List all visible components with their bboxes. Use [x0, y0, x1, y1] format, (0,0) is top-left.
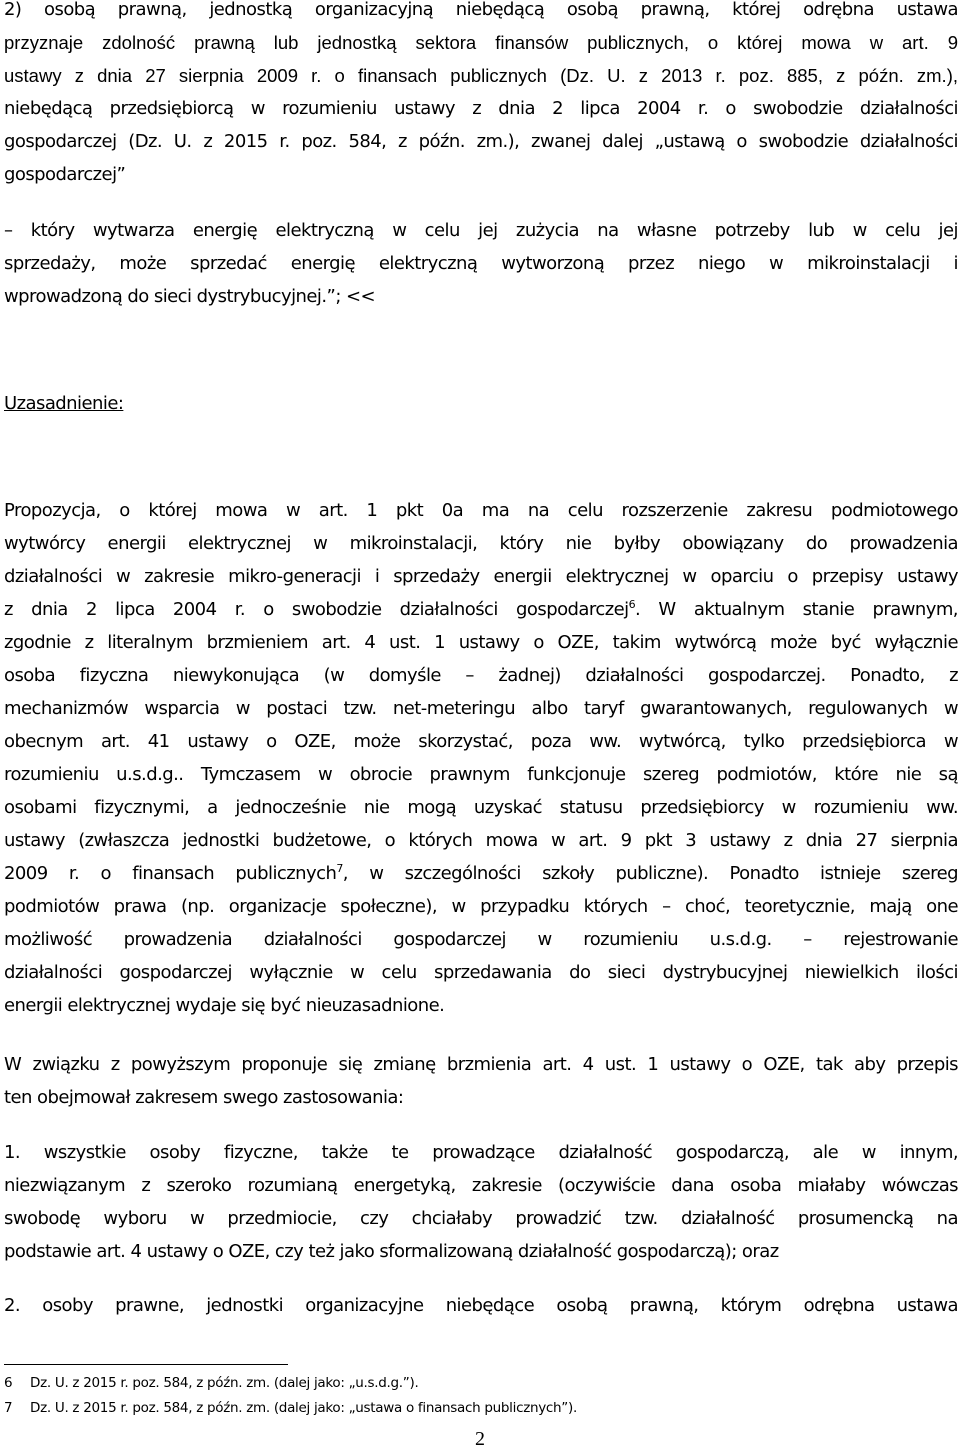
text-line: gospodarczej” — [4, 164, 126, 185]
text-line: podmiotów prawa (np. organizacje społeczne), w przypadku których – choć, teoretycznie, mają one — [4, 896, 958, 917]
footnote-text: Dz. U. z 2015 r. poz. 584, z późn. zm. (dalej jako: „ustawa o finansach publicznych”). — [30, 1400, 577, 1416]
footnote-number: 7 — [4, 1400, 13, 1416]
clause-paragraph — [4, 214, 958, 313]
text-line: działalności w zakresie mikro-generacji i sprzedaży energii elektrycznej w oparciu o przepisy ustawy — [4, 566, 958, 587]
footnote-separator — [4, 1364, 288, 1365]
text-segment: 2009 r. o finansach publicznych — [4, 863, 337, 884]
text-line: mechanizmów wsparcia w postaci tzw. net-meteringu albo taryf gwarantowanych, regulowanych w — [4, 698, 958, 719]
justification-heading-block — [4, 387, 958, 420]
justification-paragraph — [4, 494, 958, 1022]
text-line: przyznaje zdolność prawną lub jednostką sektora finansów publicznych, o której mowa w art. 9 — [4, 32, 958, 53]
text-line: osobami fizycznymi, a jednocześnie nie mogą uzyskać statusu przedsiębiorcy w rozumieniu ww. — [4, 797, 958, 818]
text-line: ten obejmował zakresem swego zastosowania: — [4, 1087, 404, 1108]
text-line: 1. wszystkie osoby fizyczne, także te prowadzące działalność gospodarczą, ale w innym, — [4, 1142, 958, 1163]
text-line: działalności gospodarczej wyłącznie w celu sprzedawania do sieci dystrybucyjnej niewielkich ilości — [4, 962, 958, 983]
text-line: W związku z powyższym proponuje się zmianę brzmienia art. 4 ust. 1 ustawy o OZE, tak aby przepis — [4, 1054, 958, 1075]
text-segment: . W aktualnym stanie prawnym, — [635, 599, 958, 620]
footnote-6 — [4, 1373, 418, 1393]
text-line: niebędącą przedsiębiorcą w rozumieniu ustawy z dnia 2 lipca 2004 r. o swobodzie działalności — [4, 98, 958, 119]
text-line: wprowadzoną do sieci dystrybucyjnej.”; << — [4, 286, 376, 307]
text-line: rozumieniu u.s.d.g.. Tymczasem w obrocie prawnym funkcjonuje szereg podmiotów, które nie są — [4, 764, 958, 785]
text-line: możliwość prowadzenia działalności gospodarczej w rozumieniu u.s.d.g. – rejestrowanie — [4, 929, 958, 950]
text-line: podstawie art. 4 ustawy o OZE, czy też jako sformalizowaną działalność gospodarczą); oraz — [4, 1241, 779, 1262]
text-line: niezwiązanym z szeroko rozumianą energetyką, zakresie (oczywiście dana osoba miałaby wówczas — [4, 1175, 958, 1196]
text-line — [4, 593, 958, 626]
proposal-paragraph — [4, 1048, 958, 1114]
text-line: – który wytwarza energię elektryczną w celu jej zużycia na własne potrzeby lub w celu jej — [4, 220, 958, 241]
text-line: osoba fizyczna niewykonująca (w domyśle – żadnej) działalności gospodarczej. Ponadto, z — [4, 665, 958, 686]
footnote-text: Dz. U. z 2015 r. poz. 584, z późn. zm. (dalej jako: „u.s.d.g.”). — [30, 1375, 419, 1391]
text-line: sprzedaży, może sprzedać energię elektryczną wytworzoną przez niego w mikroinstalacji i — [4, 253, 958, 274]
text-line: obecnym art. 41 ustawy o OZE, może skorzystać, poza ww. wytwórcą, tylko przedsiębiorca w — [4, 731, 958, 752]
text-line: swobodę wyboru w przedmiocie, czy chciałaby prowadzić tzw. działalność prosumencką na — [4, 1208, 958, 1229]
text-line: Propozycja, o której mowa w art. 1 pkt 0a ma na celu rozszerzenie zakresu podmiotowego — [4, 500, 958, 521]
text-line: gospodarczej (Dz. U. z 2015 r. poz. 584, z późn. zm.), zwanej dalej „ustawą o swobodzie działalności — [4, 131, 958, 152]
text-segment: , w szczególności szkoły publiczne). Ponadto istnieje szereg — [342, 863, 958, 884]
footnote-reference: 6 — [628, 598, 636, 611]
text-line: 2. osoby prawne, jednostki organizacyjne niebędące osobą prawną, którym odrębna ustawa — [4, 1295, 958, 1316]
list-item-2 — [4, 1289, 958, 1322]
footnote-number: 6 — [4, 1375, 13, 1391]
text-line: ustawy z dnia 27 sierpnia 2009 r. o finansach publicznych (Dz. U. z 2013 r. poz. 885, z późn. zm.), — [4, 65, 958, 86]
text-line — [4, 857, 958, 890]
text-line: ustawy (zwłaszcza jednostki budżetowe, o których mowa w art. 9 pkt 3 ustawy z dnia 27 sierpnia — [4, 830, 958, 851]
justification-heading: Uzasadnienie: — [4, 393, 124, 414]
footnote-7 — [4, 1398, 577, 1418]
text-line: wytwórcy energii elektrycznej w mikroinstalacji, który nie byłby obowiązany do prowadzenia — [4, 533, 958, 554]
footnote-reference: 7 — [336, 862, 343, 875]
page-number: 2 — [475, 1428, 485, 1450]
intro-paragraph — [4, 0, 958, 191]
text-line: zgodnie z literalnym brzmieniem art. 4 ust. 1 ustawy o OZE, takim wytwórcą może być wyłącznie — [4, 632, 958, 653]
list-item-1 — [4, 1136, 958, 1268]
text-segment: z dnia 2 lipca 2004 r. o swobodzie działalności gospodarczej — [4, 599, 629, 620]
text-line: 2) osobą prawną, jednostką organizacyjną niebędącą osobą prawną, której odrębna ustawa — [4, 0, 958, 20]
text-line: energii elektrycznej wydaje się być nieuzasadnione. — [4, 995, 445, 1016]
